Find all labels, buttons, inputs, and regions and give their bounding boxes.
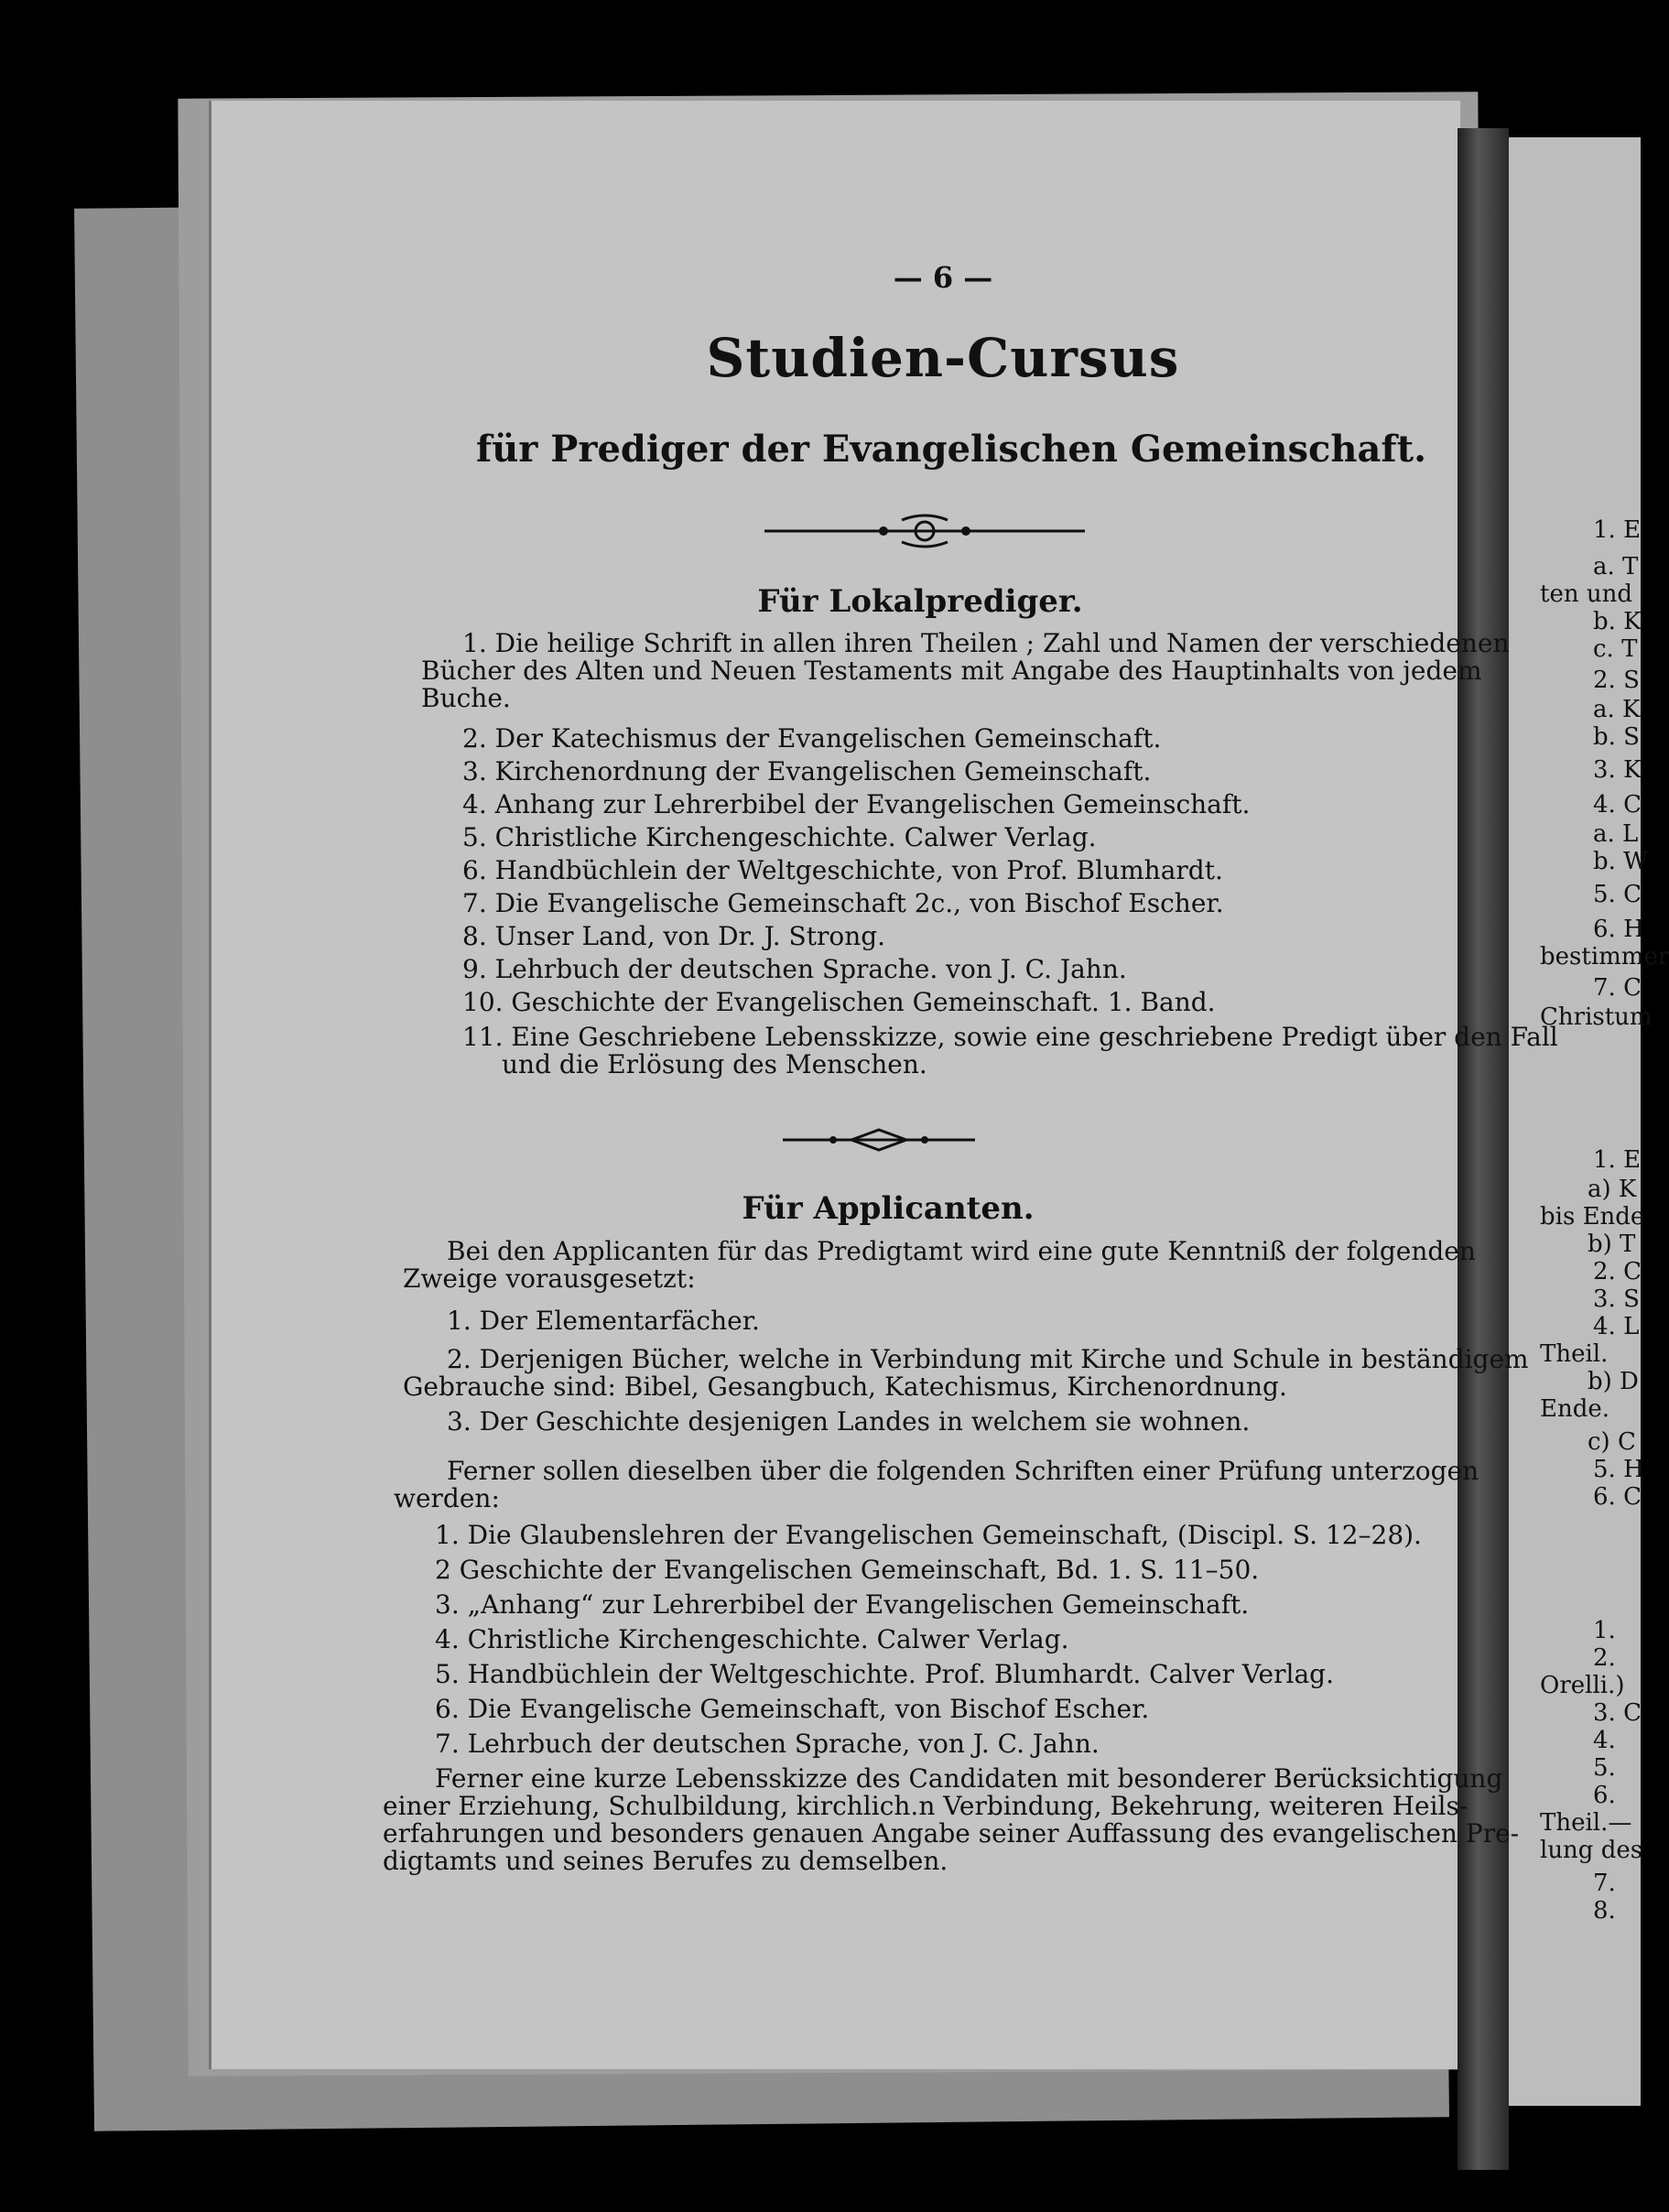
intro-line-1: Bei den Applicanten für das Predigtamt wird eine gute Kenntniß der folgenden xyxy=(447,1236,1476,1266)
item-11-line-2: und die Erlösung des Menschen. xyxy=(502,1049,927,1079)
right-page-fragment: 4. L xyxy=(1593,1313,1640,1340)
right-page-fragment: ten und xyxy=(1540,580,1632,608)
final-line-3: erfahrungen und besonders genauen Angabe seiner Auffassung des evangelischen Pre- xyxy=(383,1818,1520,1849)
exam-item: 1. Die Glaubenslehren der Evangelischen Gemeinschaft, (Discipl. S. 12–28). xyxy=(435,1520,1422,1550)
right-page-fragment: 3. K xyxy=(1593,756,1642,784)
page-number: — 6 — xyxy=(893,260,993,295)
page-title: Studien-Cursus xyxy=(706,327,1180,389)
item-1-line-1: 1. Die heilige Schrift in allen ihren Theilen ; Zahl und Namen der verschiedenen xyxy=(462,628,1510,658)
right-page-fragment: 5. H xyxy=(1593,1456,1644,1483)
book-binding xyxy=(1458,128,1509,2170)
lokal-item: 8. Unser Land, von Dr. J. Strong. xyxy=(462,921,886,951)
exam-item: 6. Die Evangelische Gemeinschaft, von Bischof Escher. xyxy=(435,1694,1150,1724)
requirement-3: 3. Der Geschichte desjenigen Landes in welchem sie wohnen. xyxy=(447,1406,1251,1437)
lokal-item: 6. Handbüchlein der Weltgeschichte, von Prof. Blumhardt. xyxy=(462,855,1223,885)
right-page-fragment: b. W xyxy=(1593,848,1648,875)
right-page-fragment: 8. xyxy=(1593,1897,1616,1925)
exam-item: 4. Christliche Kirchengeschichte. Calwer Verlag. xyxy=(435,1624,1069,1654)
right-page-fragment: 1. E xyxy=(1593,516,1642,544)
right-page-fragment: a. T xyxy=(1593,553,1639,580)
requirement-2-line-1: 2. Derjenigen Bücher, welche in Verbindung mit Kirche und Schule in beständigem xyxy=(447,1344,1529,1374)
right-page-fragment: 5. C xyxy=(1593,881,1642,908)
right-page-fragment: a) K xyxy=(1588,1176,1637,1203)
right-page-fragment: 2. xyxy=(1593,1644,1616,1672)
requirement-2-line-2: Gebrauche sind: Bibel, Gesangbuch, Katechismus, Kirchenordnung. xyxy=(403,1372,1287,1402)
section-heading-applicanten: Für Applicanten. xyxy=(742,1190,1035,1227)
right-page-fragment: Theil.— xyxy=(1540,1809,1632,1837)
right-page-fragment: lung des xyxy=(1540,1837,1643,1864)
right-page-fragment: 3. S xyxy=(1593,1285,1640,1313)
item-1-line-2: Bücher des Alten und Neuen Testaments mit Angabe des Hauptinhalts von jedem xyxy=(421,656,1482,686)
final-line-4: digtamts und seines Berufes zu demselben. xyxy=(383,1846,948,1876)
final-line-2: einer Erziehung, Schulbildung, kirchlich.n Verbindung, Bekehrung, weiteren Heils- xyxy=(383,1791,1469,1821)
right-page-fragment: Theil. xyxy=(1540,1340,1609,1368)
right-page-fragment: 4. xyxy=(1593,1727,1616,1754)
lokal-item: 7. Die Evangelische Gemeinschaft 2c., von Bischof Escher. xyxy=(462,888,1224,918)
right-page-fragment: b) D xyxy=(1588,1368,1639,1395)
right-page-fragment: 1. xyxy=(1593,1617,1616,1644)
right-page-fragment: 4. C xyxy=(1593,791,1642,819)
lokal-item: 10. Geschichte der Evangelischen Gemeinschaft. 1. Band. xyxy=(462,987,1216,1017)
right-page-fragment: Christum xyxy=(1540,1003,1653,1031)
right-page-fragment: 7. xyxy=(1593,1870,1616,1897)
exam-item: 3. „Anhang“ zur Lehrerbibel der Evangelischen Gemeinschaft. xyxy=(435,1589,1250,1620)
lokal-item: 2. Der Katechismus der Evangelischen Gemeinschaft. xyxy=(462,723,1162,754)
ferner-line-2: werden: xyxy=(394,1483,500,1513)
final-line-1: Ferner eine kurze Lebensskizze des Candidaten mit besonderer Berücksichtigung xyxy=(435,1763,1503,1794)
right-page-fragment: b. S xyxy=(1593,723,1640,751)
right-page-fragment: 2. S xyxy=(1593,667,1640,694)
right-page-fragment: 6. C xyxy=(1593,1483,1642,1511)
lokal-item: 9. Lehrbuch der deutschen Sprache. von J. C. Jahn. xyxy=(462,954,1127,984)
right-page-fragment: a. K xyxy=(1593,696,1641,723)
item-1-line-3: Buche. xyxy=(421,683,511,713)
right-page-fragment: 7. C xyxy=(1593,974,1642,1002)
page-subtitle: für Prediger der Evangelischen Gemeinschaft. xyxy=(476,428,1426,471)
right-page-fragment: 6. H xyxy=(1593,916,1644,943)
lokal-item: 3. Kirchenordnung der Evangelischen Gemeinschaft. xyxy=(462,756,1152,786)
right-page-fragment: c) C xyxy=(1588,1428,1636,1456)
exam-item: 5. Handbüchlein der Weltgeschichte. Prof. Blumhardt. Calver Verlag. xyxy=(435,1659,1334,1689)
right-page-fragment: Orelli.) xyxy=(1540,1672,1625,1699)
exam-item: 7. Lehrbuch der deutschen Sprache, von J. C. Jahn. xyxy=(435,1729,1100,1759)
right-page-fragment: 2. C xyxy=(1593,1258,1642,1285)
ornament-divider-top xyxy=(760,513,1089,549)
intro-line-2: Zweige vorausgesetzt: xyxy=(403,1263,696,1294)
lokal-item: 5. Christliche Kirchengeschichte. Calwer Verlag. xyxy=(462,822,1097,852)
right-page-fragment: 5. xyxy=(1593,1754,1616,1782)
right-page-fragment: Ende. xyxy=(1540,1395,1610,1423)
ornament-divider-middle xyxy=(778,1126,980,1154)
item-11-line-1: 11. Eine Geschriebene Lebensskizze, sowie eine geschriebene Predigt über den Fall xyxy=(462,1022,1558,1052)
right-page-fragment: 6. xyxy=(1593,1782,1616,1809)
right-page-fragment: bestimmer xyxy=(1540,943,1669,970)
right-page-fragment: 3. C xyxy=(1593,1699,1642,1727)
ferner-line-1: Ferner sollen dieselben über die folgenden Schriften einer Prüfung unterzogen xyxy=(447,1456,1479,1486)
lokal-item: 4. Anhang zur Lehrerbibel der Evangelischen Gemeinschaft. xyxy=(462,789,1251,819)
right-page-fragment: c. T xyxy=(1593,635,1638,663)
exam-item: 2 Geschichte der Evangelischen Gemeinschaft, Bd. 1. S. 11–50. xyxy=(435,1555,1260,1585)
section-heading-lokalprediger: Für Lokalprediger. xyxy=(757,583,1083,620)
right-page-fragment: 1. E xyxy=(1593,1146,1642,1174)
right-page-fragment: b) T xyxy=(1588,1231,1636,1258)
right-page-fragment: bis Ende xyxy=(1540,1203,1645,1231)
right-page-fragment: b. K xyxy=(1593,608,1642,635)
requirement-1: 1. Der Elementarfächer. xyxy=(447,1306,760,1336)
right-page-fragment: a. L xyxy=(1593,820,1639,848)
